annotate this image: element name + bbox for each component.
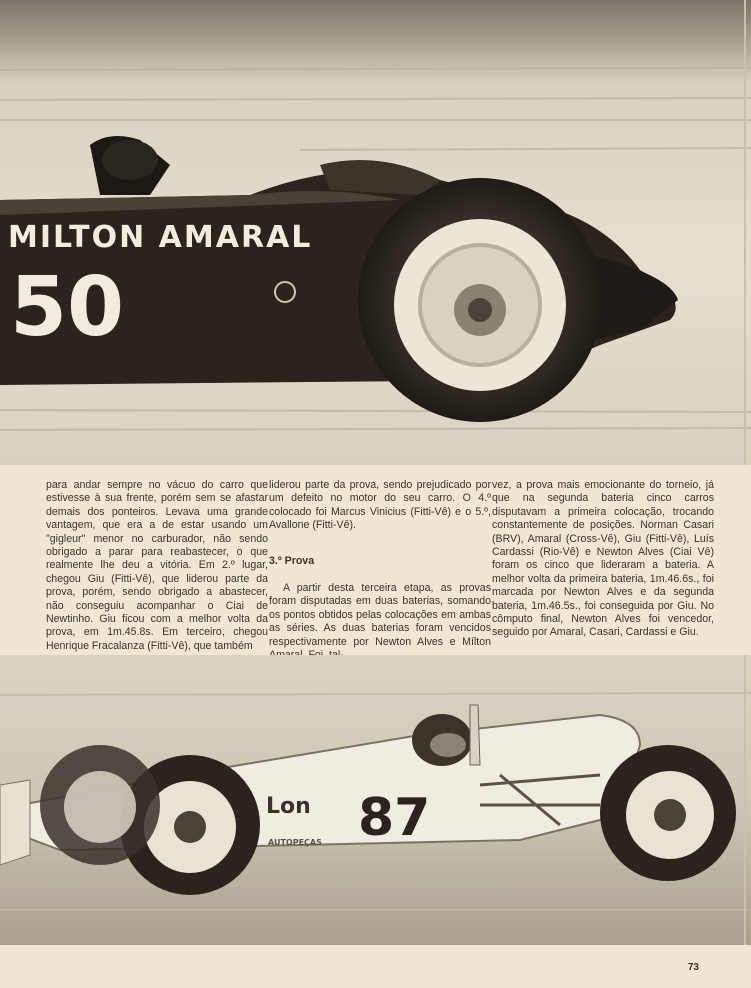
photo-car-87 <box>0 655 751 945</box>
car-lettering: Lon <box>266 794 311 819</box>
article-paragraph: vez, a prova mais emocionante do torneio, já que na segunda bateria cinco carros disputavam a primeira colocação, trocando constantemente de posições. Norman Casari (BRV), Amaral (Cross-Vê), Giu (Fitti-Vê), Luís Cardassi (Rio-Vê) e Newton Alves (Ciai Vê) foram os cinco que lideraram a bateria. A melhor volta da primeira bateria, 1m.46.6s., foi marcada por Newton Alves e da segunda bateria, 1m.46.5s., foi conseguida por Giu. No cômputo final, Newton Alves foi vencedor, seguido por Amaral, Casari, Cardassi e Giu. <box>492 479 714 639</box>
page-number: 73 <box>687 962 699 973</box>
sponsor-lettering: AUTOPEÇAS <box>268 838 322 847</box>
car-number-50: 50 <box>10 260 125 355</box>
article-column-2 <box>269 479 491 662</box>
article-column-3 <box>492 479 714 640</box>
section-heading: 3.º Prova <box>269 554 315 567</box>
car-87-illustration <box>0 655 751 945</box>
car-name-lettering: MILTON AMARAL <box>8 220 313 255</box>
article-column-1 <box>46 479 268 653</box>
article-paragraph: liderou parte da prova, sendo prejudicado por um defeito no motor do seu carro. O 4.º colocado foi Marcus Vinicius (Fitti-Vê) e o 5.º, Avallone (Fitti-Vê). <box>269 479 491 532</box>
car-50-illustration <box>0 0 751 465</box>
photo-car-50 <box>0 0 751 465</box>
article-paragraph: A partir desta terceira etapa, as provas foram disputadas em duas baterias, somando os pontos obtidos pelas colocações em ambas as séries. As duas baterias foram vencidos respectivamente por Newton Alves e Mílton <box>269 582 491 648</box>
car-number-87: 87 <box>358 788 431 848</box>
article-paragraph: para andar sempre no vácuo do carro que estivesse à sua frente, porém sem se afastar demais dos ponteiros. Levava uma grande vantagem, que era a de estar usando um "gigleur" menor no carburador, não sendo obrigado a parar para reabastecer, o que realmente lhe deu a vitória. Em 2.º lugar, chegou Giu (Fitti-Vê), que liderou parte da prova, porém, sendo obrigado a abastecer, não conseguiu acompanhar o Ciai de Newtinho. Giu ficou com a melhor volta da prova, em 1m.45.8s. Em terceiro, chegou Henrique Fracalanza (Fitti-Vê), que também <box>46 479 268 652</box>
